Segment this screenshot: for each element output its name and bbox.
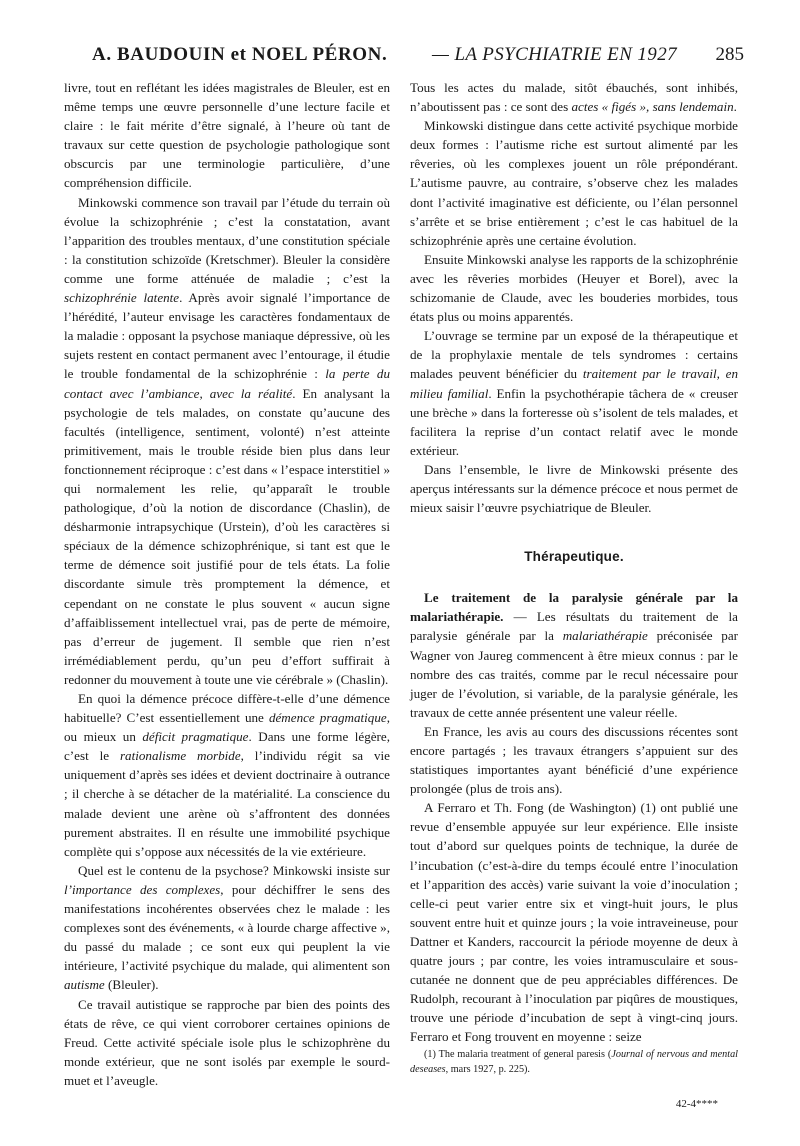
section-heading: Thérapeutique. <box>524 549 624 565</box>
paragraph-text: L’ouvrage se termine par un exposé de la thérapeutique et de la prophylaxie mentale de tels syndromes : certains malades peuvent bénéficier du <box>410 328 738 382</box>
paragraph <box>64 78 390 193</box>
italic-term: malariathérapie <box>562 628 648 644</box>
paragraph <box>410 798 738 1046</box>
paragraph <box>64 995 390 1090</box>
paragraph-text: En quoi la démence précoce diffère-t-elle d’une démence habituelle? C’est essentiellement une <box>64 691 390 726</box>
article-lead-heading: Le traitement de la paralysie générale par la malariathérapie. <box>410 590 738 625</box>
paragraph-text: , ou mieux un <box>64 710 390 745</box>
right-column <box>410 78 738 1114</box>
paragraph <box>64 193 390 689</box>
paragraph-text: — Les résultats du traitement de la paralysie générale par la <box>410 609 738 644</box>
paragraph <box>410 588 738 722</box>
paragraph-text: Ce travail autistique se rapproche par bien des points des états de rêve, ce qui vient corroborer certaines opinions de Freud. Cette activité spéciale isole plus le schizophrène du monde extérieur, que ne sont isolés par exemple le sourd-muet et l’aveugle. <box>64 996 390 1088</box>
paragraph-text: (Bleuler). <box>104 977 159 993</box>
paragraph <box>410 326 738 460</box>
paragraph-text: A Ferraro et Th. Fong (de Washington) (1) ont publié une revue d’ensemble appuyée sur leur expérience. Elle insiste tout d’abord sur quelques points de technique, la durée de l’incubation (c’est-à-dire du temps écoulé entre l’inoculation et l’apparition des accès) varie suivant la voie d’inoculation ; celle-ci peut varier entre six et vingt-huit jours, le plus souvent entre huit et quinze jours ; la voie intraveineuse, pour Dattner et Kanders, raccourcit la période moyenne de deux à quatre jours ; par contre, les voies intramusculaire et sous-cutanée ne donnent que de peu appréciables différences. De Rudolph, recourant à l’inoculation par piqûres de moustiques, trouve une période d’incubation de sept à vingt-cinq jours. Ferraro et Fong trouvent en moyenne : seize <box>410 800 738 1045</box>
paragraph-text: , pour déchiffrer le sens des manifestations incohérentes observées chez le malade : les complexes sont des événements, « à lourde charge affective », du passé du malade ; ce sont eux qui peuplent la vie intérieure, l’activité psychique du malade, qui alimentent son <box>64 881 391 974</box>
paragraph <box>410 722 738 798</box>
paragraph-text: . Dans une forme légère, c’est le <box>64 729 390 764</box>
italic-term: rationalisme morbide <box>119 748 241 764</box>
left-column <box>64 78 390 1090</box>
running-header <box>84 44 744 70</box>
paragraph-text: . Enfin la psychothérapie tâchera de « creuser une brèche » dans la forteresse où s’isolent de tels malades, et facilitera la reprise d’un contact relatif avec le monde extérieur. <box>410 385 738 458</box>
italic-term: démence pragmatique <box>268 710 387 726</box>
paragraph-text: préconisée par Wagner von Jaureg commencent à être mieux connus : par le nombre des cas traités, comme par le recul nécessaire pour juger de l’évolution, si variable, de la paralysie générale, les travaux de cette année présentent une valeur réelle. <box>410 628 738 720</box>
italic-term: la perte du contact avec l’ambiance, avec la réalité <box>64 366 390 401</box>
paragraph <box>410 460 738 517</box>
paragraph-text: Minkowski commence son travail par l’étude du terrain où évolue la schizophrénie ; c’est la constatation, avant l’apparition des troubles mentaux, d’une constitution spéciale : la constitution schizoïde (Kretschmer). Bleuler la considère comme une forme atténuée de maladie ; c’est la <box>64 194 390 286</box>
paragraph-text: . En analysant la psychologie de tels malades, on constate qu’aucune des facultés (intelligence, sentiment, volonté) n’est atteinte primitivement, mais le trouble réside bien plus dans leur fonctionnement réciproque : c’est dans « l’espace interstitiel » qui normalement les relie, qu’apparaît le trouble pathologique, d’où la notion de discordance (Chaslin), de désharmonie intrapsychique (Urstein), d’où les caractères si spéciaux de la démence schizophrénique, si tant est que le terme de démence soit justifié pour de tels états. La folie discordante simule très promptement la démence, et cependant on ne constate le plus souvent « aucun signe d’affaiblissement intellectuel vrai, pas de perte de mémoire, pas d’erreur de jugement. Il semble que rien n’est irrémédiablement perdu, qu’un peu d’effort suffirait à redonner du mouvement à toute une vie cérébrale » (Chaslin). <box>64 385 390 687</box>
header-authors: A. BAUDOUIN et NOEL PÉRON. <box>92 44 388 65</box>
paragraph-text: Ensuite Minkowski analyse les rapports de la schizophrénie avec les rêveries morbides (Heuyer et Borel), avec la schizomanie de Claude, avec les bouderies morbides, tous états plus ou moins apparentés. <box>410 251 738 325</box>
paragraph <box>64 861 390 995</box>
header-separator: — <box>432 44 450 65</box>
paragraph-text: . Après avoir signalé l’importance de l’hérédité, l’auteur envisage les caractères fondamentaux de la maladie : opposant la psychose maniaque dépressive, où les sujets restent en contact permanent avec l’entourage, il étudie le trouble fondamental de la schizophrénie : <box>64 290 390 382</box>
paragraph-text: Dans l’ensemble, le livre de Minkowski présente des aperçus intéressants sur la démence précoce et nous permet de mieux saisir l’œuvre psychiatrique de Bleuler. <box>410 461 738 516</box>
paragraph-text: . <box>733 99 737 115</box>
paragraph <box>410 250 738 326</box>
paragraph <box>410 116 738 250</box>
footnote-journal: Journal of nervous and mental deseases <box>410 1048 738 1075</box>
header-title <box>432 44 677 66</box>
italic-term: actes « figés », sans lendemain <box>571 99 734 115</box>
italic-term: déficit pragmatique <box>142 729 249 745</box>
italic-term: autisme <box>64 977 105 993</box>
italic-term: l’importance des complexes <box>64 881 221 897</box>
italic-term: schizophrénie latente <box>64 290 180 306</box>
printer-signature: 42-4**** <box>675 1097 718 1110</box>
italic-term: traitement par le travail, en milieu familial <box>410 366 738 401</box>
footnote-text: , mars 1927, p. 225). <box>445 1063 530 1075</box>
paragraph-text: Minkowski distingue dans cette activité psychique morbide deux formes : l’autisme riche est surtout alimenté par les rêveries, où les complexes jouent un rôle prépondérant. L’autisme pauvre, au contraire, s’observe chez les malades dont l’activité imaginative est déficiente, ou l’élan personnel s’arrête et se brise entièrement ; c’est le cas habituel de la schizophrénie après une certaine évolution. <box>410 118 738 248</box>
header-title-text: LA PSYCHIATRIE EN 1927 <box>454 44 678 65</box>
paragraph <box>64 689 390 861</box>
paragraph <box>410 78 738 116</box>
paragraph-text: En France, les avis au cours des discussions récentes sont encore partagés ; les travaux étrangers s’appuient sur des statistiques importantes ayant bénéficié d’une expérience prolongée (plus de trois ans). <box>410 723 738 797</box>
paragraph-text: livre, tout en reflétant les idées magistrales de Bleuler, est en même temps une œuvre personnelle d’une lecture facile et claire : le fait mérite d’être signalé, à l’heure où tant de travaux sur cette question de psychologie pathologique sont obscurcis par une terminologie particulière, d’une compréhension difficile. <box>64 80 390 191</box>
footnote-text: (1) The malaria treatment of general paresis ( <box>424 1048 612 1060</box>
paragraph-text: Quel est le contenu de la psychose? Minkowski insiste sur <box>78 862 390 878</box>
page-number: 285 <box>715 44 744 65</box>
paragraph-text: , l’individu régit sa vie uniquement d’après ses idées et devient doctrinaire à outrance ; il cherche à se détacher de la matérialité. La conscience du malade devient une arène où s’affrontent des données purement abstraites. Il en résulte une immobilité psychique complète qui s’oppose aux nécessités de la vie extérieure. <box>64 748 390 859</box>
paragraph-text: Tous les actes du malade, sitôt ébauchés, sont inhibés, n’aboutissent pas : ce sont des <box>410 80 738 115</box>
footnote <box>410 1047 738 1077</box>
